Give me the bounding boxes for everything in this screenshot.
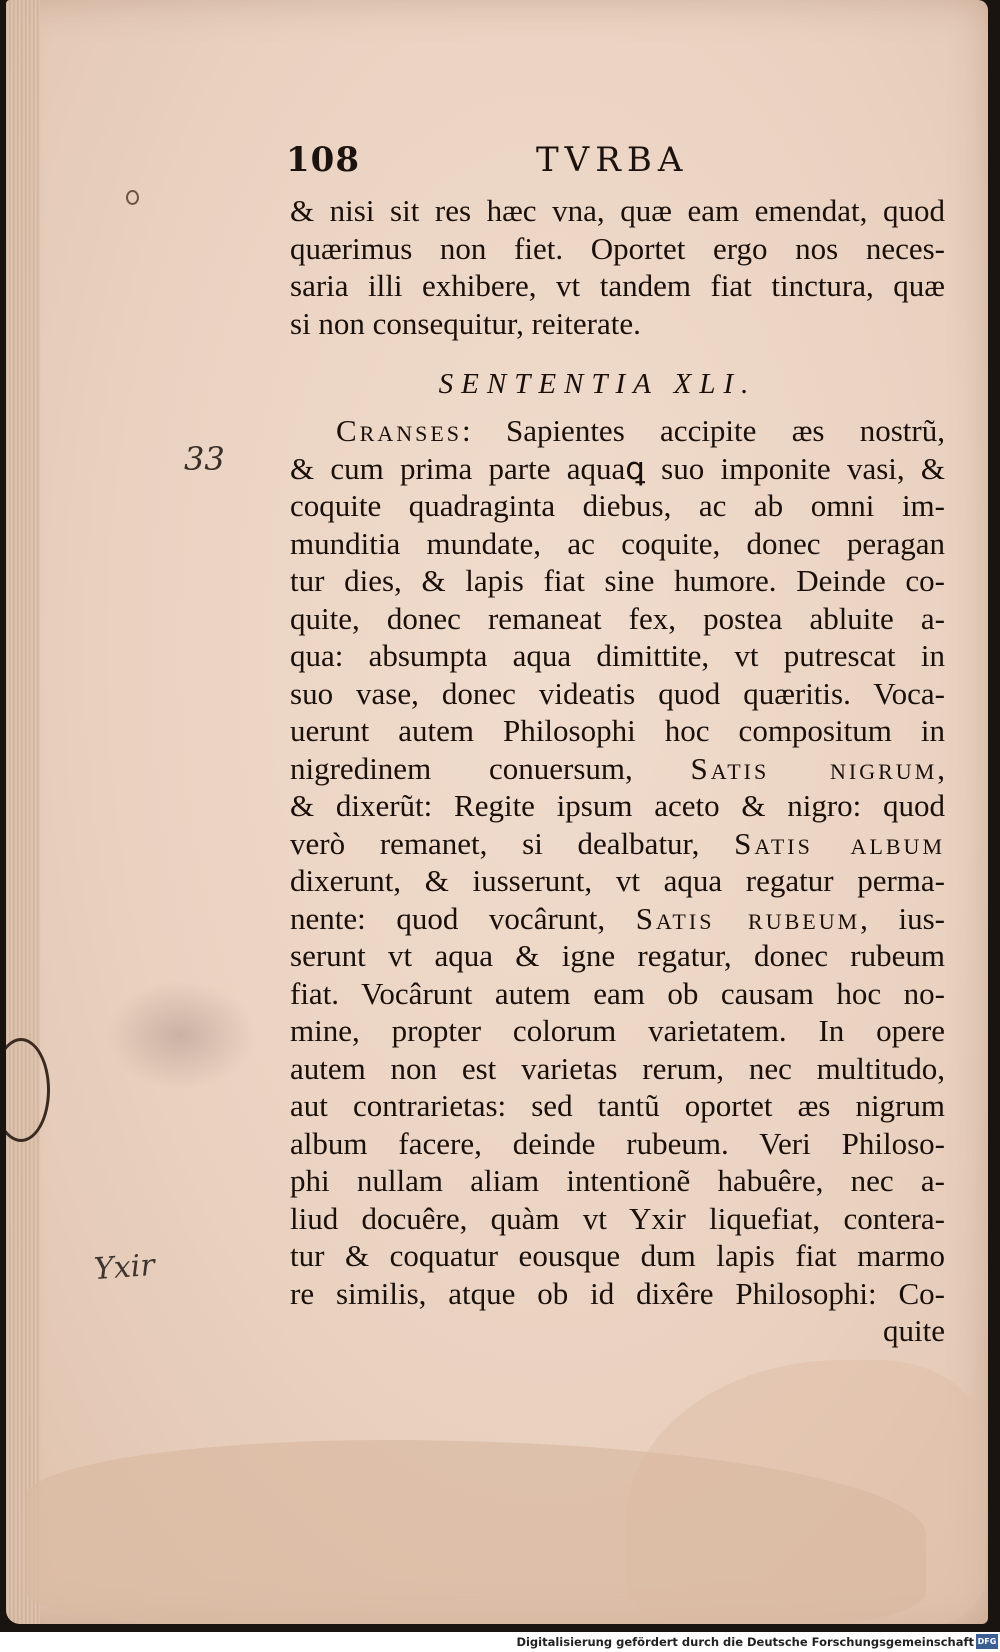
text-span: nigredinem conuersum, bbox=[290, 750, 691, 786]
text-line: & nisi sit res hæc vna, quæ eam emendat, quod bbox=[290, 193, 945, 228]
faded-marginal-note bbox=[106, 980, 256, 1090]
dfg-logo: DFG bbox=[976, 1634, 998, 1649]
text-line: uerunt autem Philosophi hoc compositum in bbox=[290, 713, 945, 748]
text-line: munditia mundate, ac coquite, donec peragan bbox=[290, 525, 945, 561]
speaker-name: Cranses bbox=[336, 413, 463, 448]
text-line: qua: absumpta aqua dimittite, vt putrescat in bbox=[290, 638, 945, 673]
text-line: serunt vt aqua & igne regatur, donec rubeum bbox=[290, 938, 945, 973]
page-header bbox=[286, 140, 946, 190]
term-satis-album: Satis album bbox=[734, 825, 946, 861]
page-fore-edge bbox=[6, 0, 40, 1624]
text-line: aut contrarietas: sed tantũ oportet æs nigrum bbox=[290, 1088, 945, 1123]
text-line: si non consequitur, reiterate. bbox=[290, 305, 641, 341]
text-line: quite, donec remaneat fex, postea abluite a- bbox=[290, 600, 945, 636]
text-span: nente: quod vocârunt, bbox=[290, 900, 636, 936]
text-line: re similis, atque ob id dixêre Philosophi: Co- bbox=[290, 1275, 945, 1311]
text-span: , bbox=[937, 750, 946, 786]
text-block bbox=[290, 192, 945, 1350]
text-line: album facere, deinde rubeum. Veri Philoso- bbox=[290, 1125, 945, 1161]
text-line: fiat. Vocârunt autem eam ob causam hoc no- bbox=[290, 975, 945, 1011]
text-line: phi nullam aliam intentionẽ habuêre, nec a- bbox=[290, 1163, 945, 1198]
text-line: liud docuêre, quàm vt Yxir liquefiat, contera- bbox=[290, 1200, 945, 1236]
section-heading: SENTENTIA XLI. bbox=[438, 368, 757, 400]
text-line-satis-rubeum bbox=[290, 900, 945, 938]
speaker-line-text: : Sapientes accipite æs nostrũ, bbox=[462, 413, 945, 448]
text-line: coquite quadraginta diebus, ac ab omni im- bbox=[290, 488, 945, 523]
text-line: quærimus non fiet. Oportet ergo nos neces- bbox=[290, 230, 945, 266]
book-page bbox=[6, 0, 988, 1624]
text-line: & dixerũt: Regite ipsum aceto & nigro: quod bbox=[290, 788, 945, 823]
text-line: tur dies, & lapis fiat sine humore. Deinde co- bbox=[290, 563, 945, 598]
text-line: autem non est varietas rerum, nec multitudo, bbox=[290, 1050, 945, 1086]
page-number: 108 bbox=[286, 140, 360, 180]
catchword: quite bbox=[883, 1313, 945, 1348]
marginal-note-yxir: Yxir bbox=[92, 1247, 156, 1288]
text-line: tur & coquatur eousque dum lapis fiat marmo bbox=[290, 1238, 945, 1273]
text-line: mine, propter colorum varietatem. In opere bbox=[290, 1013, 945, 1048]
ink-dot bbox=[126, 190, 139, 205]
term-satis-rubeum: Satis rubeum bbox=[635, 900, 861, 936]
digitization-footer bbox=[0, 1632, 1000, 1652]
text-span: , ius- bbox=[860, 900, 945, 936]
text-line-speaker bbox=[290, 412, 945, 450]
text-line: saria illi exhibere, vt tandem fiat tinctura, quæ bbox=[290, 268, 945, 303]
book-clasp-ring bbox=[6, 1038, 50, 1142]
marginal-number: 33 bbox=[184, 440, 225, 478]
text-line: & cum prima parte aquaꝗ suo imponite vasi, & bbox=[290, 450, 945, 486]
running-head: TVRBA bbox=[536, 140, 689, 180]
text-span: verò remanet, si dealbatur, bbox=[290, 825, 735, 861]
footer-credit: Digitalisierung gefördert durch die Deutsche Forschungsgemeinschaft bbox=[516, 1635, 974, 1649]
term-satis-nigrum: Satis nigrum bbox=[690, 750, 938, 786]
text-line-satis-nigrum bbox=[290, 750, 945, 788]
text-line: dixerunt, & iusserunt, vt aqua regatur perma- bbox=[290, 863, 945, 898]
text-line: suo vase, donec videatis quod quæritis. Voca- bbox=[290, 675, 945, 711]
text-line-satis-album bbox=[290, 825, 945, 863]
